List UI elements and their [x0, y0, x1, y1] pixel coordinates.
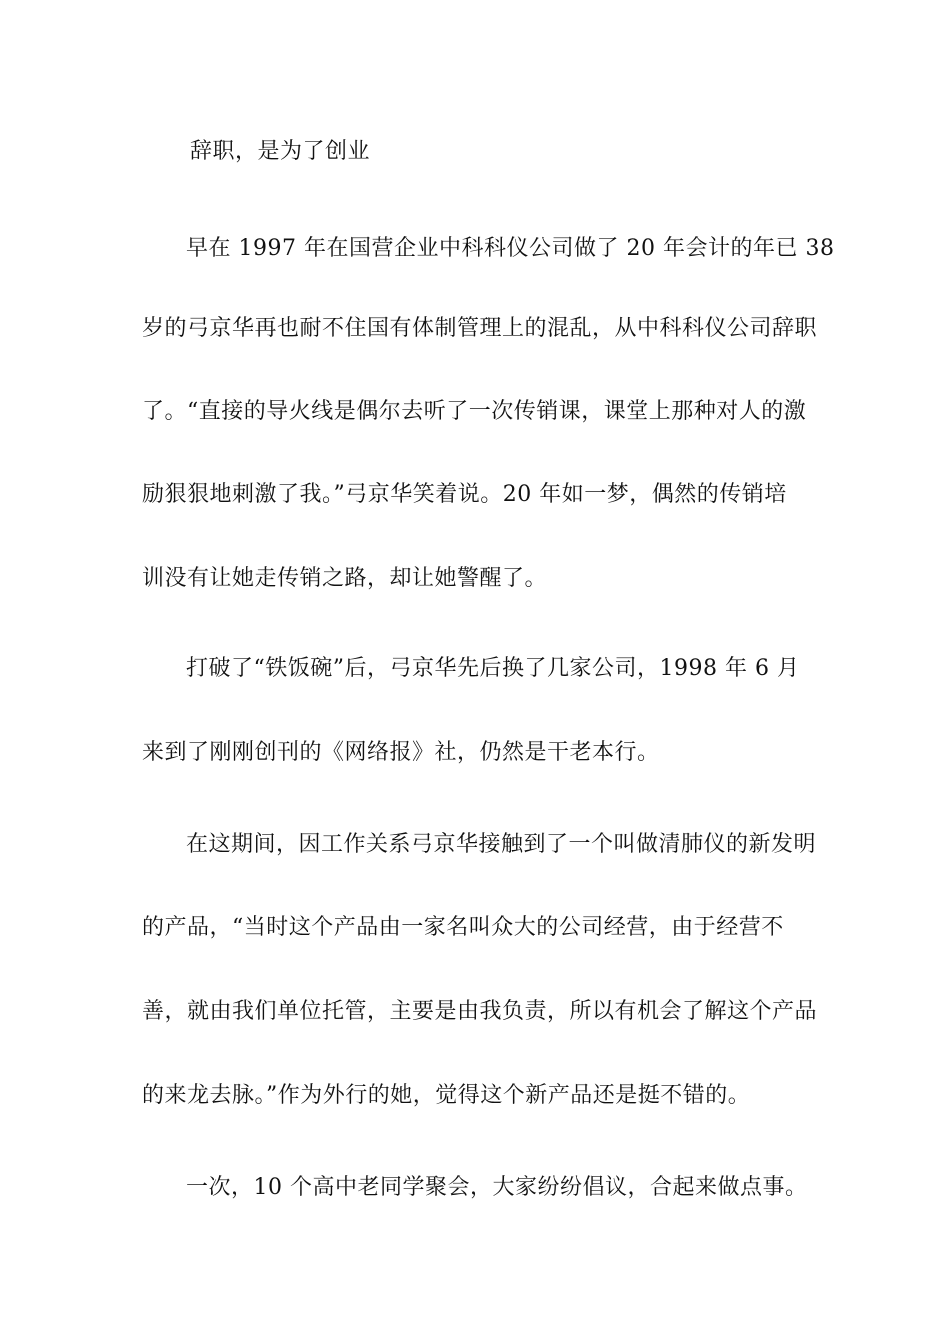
paragraph-line: 善，就由我们单位托管，主要是由我负责，所以有机会了解这个产品 [142, 999, 818, 1024]
paragraph-line: 的产品，“当时这个产品由一家名叫众大的公司经营，由于经营不 [142, 915, 784, 940]
paragraph-line: 的来龙去脉。”作为外行的她，觉得这个新产品还是挺不错的。 [142, 1083, 751, 1108]
paragraph-line: 了。“直接的导火线是偶尔去听了一次传销课，课堂上那种对人的激 [142, 399, 807, 424]
paragraph-line: 早在 1997 年在国营企业中科科仪公司做了 20 年会计的年已 38 [186, 236, 835, 261]
paragraph-line: 来到了刚刚创刊的《网络报》社，仍然是干老本行。 [142, 740, 660, 765]
paragraph-line: 训没有让她走传销之路，却让她警醒了。 [142, 566, 548, 591]
section-heading: 辞职，是为了创业 [190, 139, 371, 164]
paragraph-line: 一次，10 个高中老同学聚会，大家纷纷倡议，合起来做点事。 [186, 1175, 808, 1200]
paragraph-line: 岁的弓京华再也耐不住国有体制管理上的混乱，从中科科仪公司辞职 [142, 316, 818, 341]
paragraph-line: 在这期间，因工作关系弓京华接触到了一个叫做清肺仪的新发明 [186, 832, 817, 857]
paragraph-line: 打破了“铁饭碗”后，弓京华先后换了几家公司，1998 年 6 月 [186, 656, 800, 681]
paragraph-line: 励狠狠地刺激了我。”弓京华笑着说。20 年如一梦，偶然的传销培 [142, 482, 787, 507]
